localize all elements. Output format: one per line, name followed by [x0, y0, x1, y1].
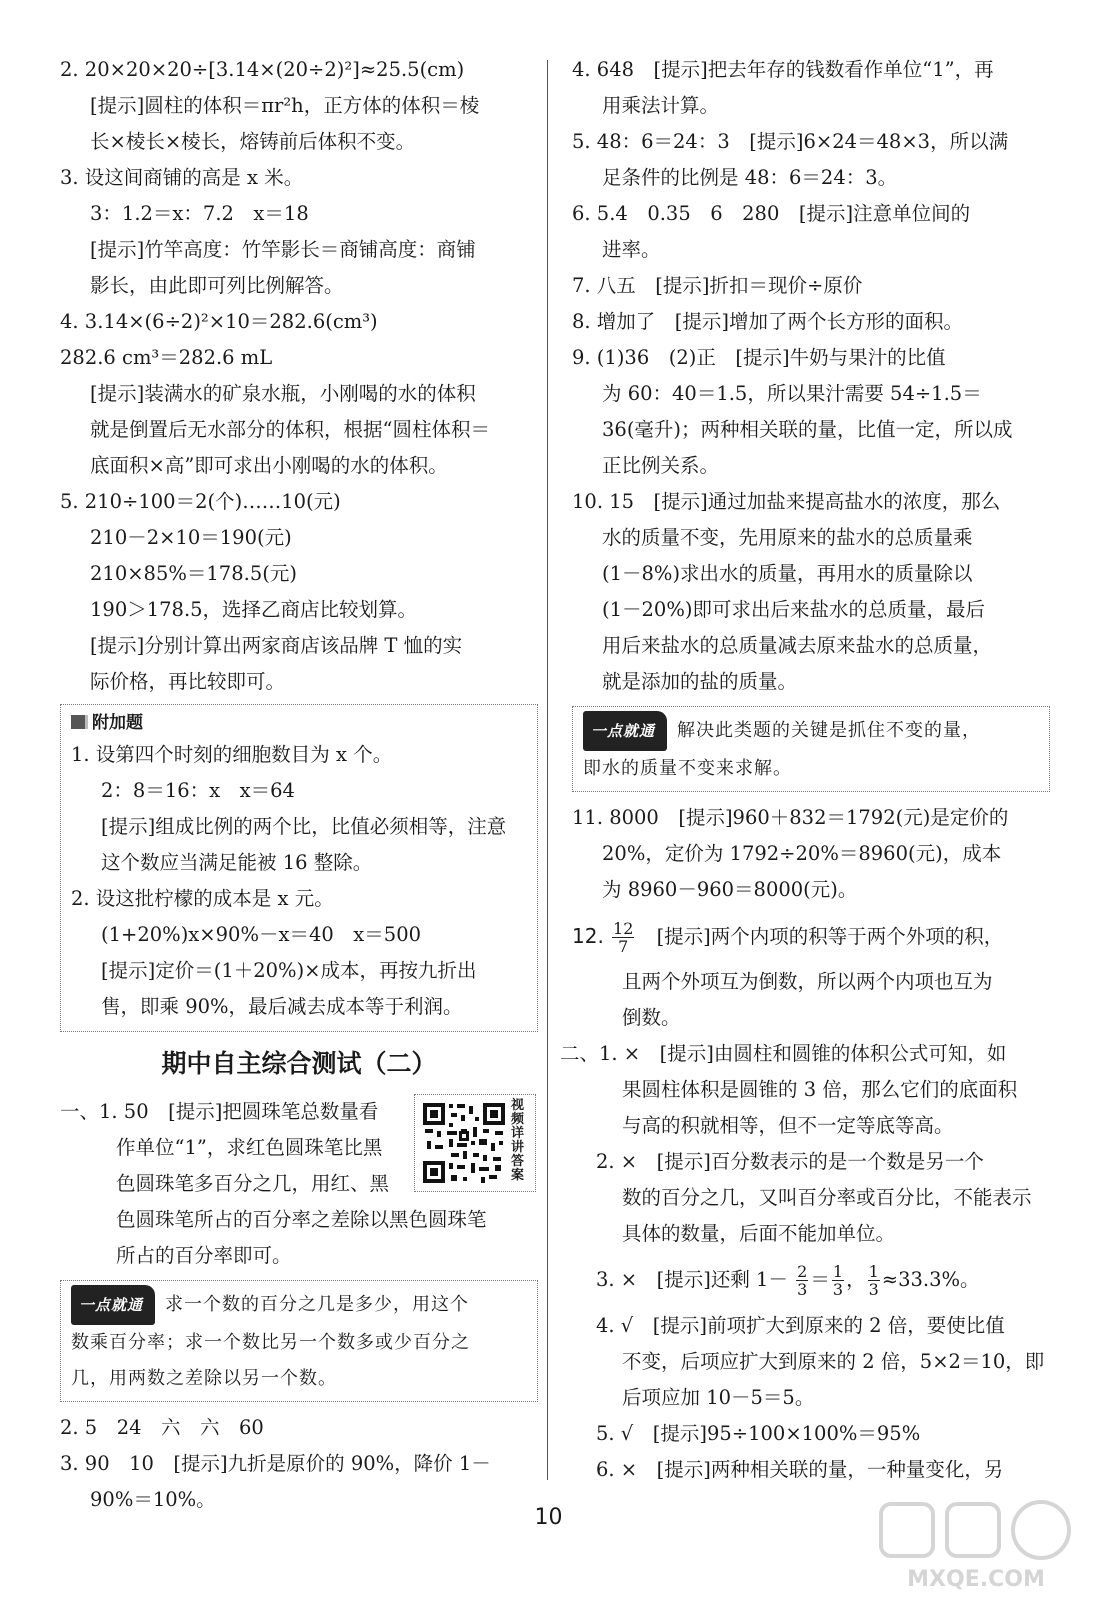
tip-box-right	[572, 706, 1050, 792]
left-lines-a-line: 3. 设这间商铺的高是 x 米。	[60, 166, 304, 189]
right-a-line: 36(毫升)；两种相关联的量，比值一定，所以成	[602, 418, 1013, 441]
right-a-line: 6. 5.4 0.35 6 280 [提示]注意单位间的	[572, 202, 971, 225]
left-lines-a-line: [提示]装满水的矿泉水瓶，小刚喝的水的体积	[90, 382, 476, 405]
right-a-line: 水的质量不变，先用原来的盐水的总质量乘	[602, 526, 973, 549]
extra-answer-lines	[71, 737, 527, 1025]
qr-code-box[interactable]	[414, 1094, 536, 1192]
left-lines-a-line: 就是倒置后无水部分的体积，根据“圆柱体积＝	[90, 418, 490, 441]
right-c-line: 倒数。	[622, 1006, 681, 1029]
right-a-line: 用后来盐水的总质量减去原来盐水的总质量，	[602, 634, 993, 657]
left-lines-a-line: 210×85%＝178.5(元)	[90, 562, 297, 585]
q3-prefix: 3. × [提示]还剩 1－	[596, 1268, 788, 1291]
qr-caption: 视频详讲答案	[511, 1098, 525, 1183]
left-tail-line: 90%＝10%。	[90, 1488, 216, 1511]
tip-badge: 一点就通	[71, 1285, 155, 1325]
q12-frac-num: 12	[613, 919, 634, 938]
q3-tail: ≈33.3%。	[881, 1268, 980, 1291]
extra-lines-line: 售，即乘 90%，最后减去成本等于利润。	[101, 995, 463, 1018]
right-d-line: 4. √ [提示]前项扩大到原来的 2 倍，要使比值	[596, 1314, 1005, 1337]
right-d-line: 5. √ [提示]95÷100×100%＝95%	[596, 1422, 921, 1445]
tip-right-line-0	[583, 711, 1039, 751]
right-a-line: 进率。	[602, 238, 661, 261]
tip-left-line-2: 几，用两数之差除以另一个数。	[71, 1368, 337, 1389]
right-a-line: 10. 15 [提示]通过加盐来提高盐水的浓度，那么	[572, 490, 1001, 513]
right-d-line: 不变，后项应扩大到原来的 2 倍，5×2＝10，即	[622, 1350, 1045, 1373]
extra-lines-line: [提示]组成比例的两个比，比值必须相等，注意	[101, 815, 507, 838]
right-c-line: 与高的积就相等，但不一定等底等高。	[622, 1114, 954, 1137]
q3-line	[572, 1252, 1050, 1308]
q12-line	[572, 908, 1050, 964]
right-c-line: 2. × [提示]百分数表示的是一个数是另一个	[596, 1150, 984, 1173]
right-answer-lines-d	[572, 1308, 1050, 1488]
right-answer-lines-a	[572, 52, 1050, 700]
right-a-line: 就是添加的盐的质量。	[602, 670, 798, 693]
left-lines-a-line: 际价格，再比较即可。	[90, 670, 286, 693]
tip-box-left	[60, 1280, 538, 1402]
left-answer-lines	[60, 52, 538, 700]
left-lines-a-line: [提示]竹竿高度：竹竿影长＝商铺高度：商铺	[90, 238, 476, 261]
page-number: 10	[534, 1505, 563, 1530]
left-column	[60, 52, 538, 1518]
tip-left-line-0	[71, 1285, 527, 1325]
right-c-line: 二、1. × [提示]由圆柱和圆锥的体积公式可知，如	[560, 1042, 1007, 1065]
right-answer-lines-b	[572, 800, 1050, 908]
right-b-line: 11. 8000 [提示]960＋832＝1792(元)是定价的	[572, 806, 1009, 829]
q3-f1-den: 3	[797, 1280, 808, 1299]
right-b-line: 20%，定价为 1792÷20%＝8960(元)，成本	[602, 842, 1002, 865]
q3-comma: ，	[846, 1268, 866, 1291]
watermark-text: MXQE.COM	[907, 1567, 1045, 1592]
q3-frac-2	[832, 1263, 844, 1298]
right-a-line: 9. (1)36 (2)正 [提示]牛奶与果汁的比值	[572, 346, 946, 369]
right-b-line: 为 8960－960＝8000(元)。	[602, 878, 858, 901]
extra-lines-line: 2：8＝16：x x＝64	[101, 779, 295, 802]
left-lines-a-line: 2. 20×20×20÷[3.14×(20÷2)²]≈25.5(cm)	[60, 58, 465, 81]
left-lines-a-line: 3：1.2＝x：7.2 x＝18	[90, 202, 309, 225]
right-c-line: 且两个外项互为倒数，所以两个内项也互为	[622, 970, 993, 993]
left-lines-a-line: [提示]圆柱的体积＝πr²h，正方体的体积＝棱	[90, 94, 480, 117]
q3-f2-num: 1	[832, 1262, 844, 1281]
right-column	[560, 52, 1050, 1488]
right-d-line: 后项应加 10－5＝5。	[622, 1386, 815, 1409]
q3-f1-num: 2	[797, 1262, 808, 1281]
watermark-logo-icon	[871, 1494, 1081, 1594]
tip-right-line-1: 即水的质量不变来求解。	[583, 758, 792, 779]
left-lines-a-line: 190＞178.5，选择乙商店比较划算。	[90, 598, 418, 621]
section-title: 期中自主综合测试（二）	[161, 1049, 437, 1078]
right-a-line: 为 60：40＝1.5，所以果汁需要 54÷1.5＝	[602, 382, 982, 405]
left-lines-a-line: 210－2×10＝190(元)	[90, 526, 292, 549]
left-lines-a-line: 底面积×高”即可求出小刚喝的水的体积。	[90, 454, 448, 477]
right-a-line: 足条件的比例是 48：6＝24：3。	[602, 166, 898, 189]
q1-lines-line: 色圆珠笔所占的百分率之差除以黑色圆珠笔	[116, 1208, 487, 1231]
column-divider	[547, 60, 548, 1480]
q12-frac-den: 7	[618, 937, 629, 956]
tip-badge-right: 一点就通	[583, 711, 667, 751]
q1-lines-line: 作单位“1”，求红色圆珠笔比黑	[116, 1136, 383, 1159]
q1-lines-line: 所占的百分率即可。	[116, 1244, 292, 1267]
extra-lines-line: 这个数应当满足能被 16 整除。	[101, 851, 373, 874]
extra-questions-title	[71, 709, 527, 737]
right-a-line: (1－20%)即可求出后来盐水的总质量，最后	[602, 598, 985, 621]
q12-number: 12.	[572, 924, 604, 948]
right-a-line: 8. 增加了 [提示]增加了两个长方形的面积。	[572, 310, 964, 333]
right-a-line: 7. 八五 [提示]折扣＝现价÷原价	[572, 274, 863, 297]
left-tail-line: 3. 90 10 [提示]九折是原价的 90%，降价 1－	[60, 1452, 491, 1475]
q3-f3-num: 1	[868, 1262, 879, 1281]
q12-fraction	[612, 920, 634, 955]
tip-left-text-0: 求一个数的百分之几是多少，用这个	[165, 1294, 470, 1315]
right-a-line: 4. 648 [提示]把去年存的钱数看作单位“1”，再	[572, 58, 994, 81]
extra-lines-line: [提示]定价＝(1＋20%)×成本，再按九折出	[101, 959, 477, 982]
left-tail-line: 2. 5 24 六 六 60	[60, 1416, 264, 1439]
q3-eq: ＝	[810, 1268, 830, 1291]
left-tail-lines	[60, 1410, 538, 1518]
q1-lines-line: 一、1. 50 [提示]把圆珠笔总数量看	[60, 1100, 379, 1123]
left-lines-a-line: 282.6 cm³＝282.6 mL	[60, 346, 273, 369]
q1-block	[60, 1094, 538, 1274]
q3-f3-den: 3	[868, 1280, 879, 1299]
right-answer-lines-c	[560, 964, 1050, 1252]
right-c-line: 具体的数量，后面不能加单位。	[622, 1222, 896, 1245]
right-a-line: 正比例关系。	[602, 454, 720, 477]
extra-lines-line: 1. 设第四个时刻的细胞数目为 x 个。	[71, 743, 393, 766]
extra-title-text: 附加题	[92, 713, 143, 733]
left-lines-a-line: 长×棱长×棱长，熔铸前后体积不变。	[90, 130, 416, 153]
left-lines-a-line: 影长，由此即可列比例解答。	[90, 274, 344, 297]
bookmark-icon	[71, 715, 88, 729]
q12-text: [提示]两个内项的积等于两个外项的积，	[656, 925, 1004, 948]
tip-left-line-1: 数乘百分率；求一个数比另一个数多或少百分之	[71, 1332, 470, 1353]
left-lines-a-line: 5. 210÷100＝2(个)……10(元)	[60, 490, 341, 513]
q3-frac-3	[868, 1263, 880, 1298]
left-lines-a-line: 4. 3.14×(6÷2)²×10＝282.6(cm³)	[60, 310, 378, 333]
right-a-line: 5. 48：6＝24：3 [提示]6×24＝48×3，所以满	[572, 130, 1009, 153]
extra-questions-box	[60, 704, 538, 1032]
extra-lines-line: 2. 设这批柠檬的成本是 x 元。	[71, 887, 334, 910]
left-lines-a-line: [提示]分别计算出两家商店该品牌 T 恤的实	[90, 634, 463, 657]
q1-lines-line: 色圆珠笔多百分之几，用红、黑	[116, 1172, 390, 1195]
q3-frac-1	[796, 1263, 808, 1298]
right-c-line: 果圆柱体积是圆锥的 3 倍，那么它们的底面积	[622, 1078, 1018, 1101]
q3-f2-den: 3	[832, 1280, 844, 1299]
right-a-line: 用乘法计算。	[602, 94, 720, 117]
right-d-line: 6. × [提示]两种相关联的量，一种量变化，另	[596, 1458, 1004, 1481]
qr-code-icon	[421, 1101, 507, 1185]
right-a-line: (1－8%)求出水的质量，再用水的质量除以	[602, 562, 973, 585]
tip-right-text-0: 解决此类题的关键是抓住不变的量，	[677, 720, 982, 741]
right-c-line: 数的百分之几，又叫百分率或百分比，不能表示	[622, 1186, 1032, 1209]
extra-lines-line: (1+20%)x×90%－x＝40 x＝500	[101, 923, 422, 946]
